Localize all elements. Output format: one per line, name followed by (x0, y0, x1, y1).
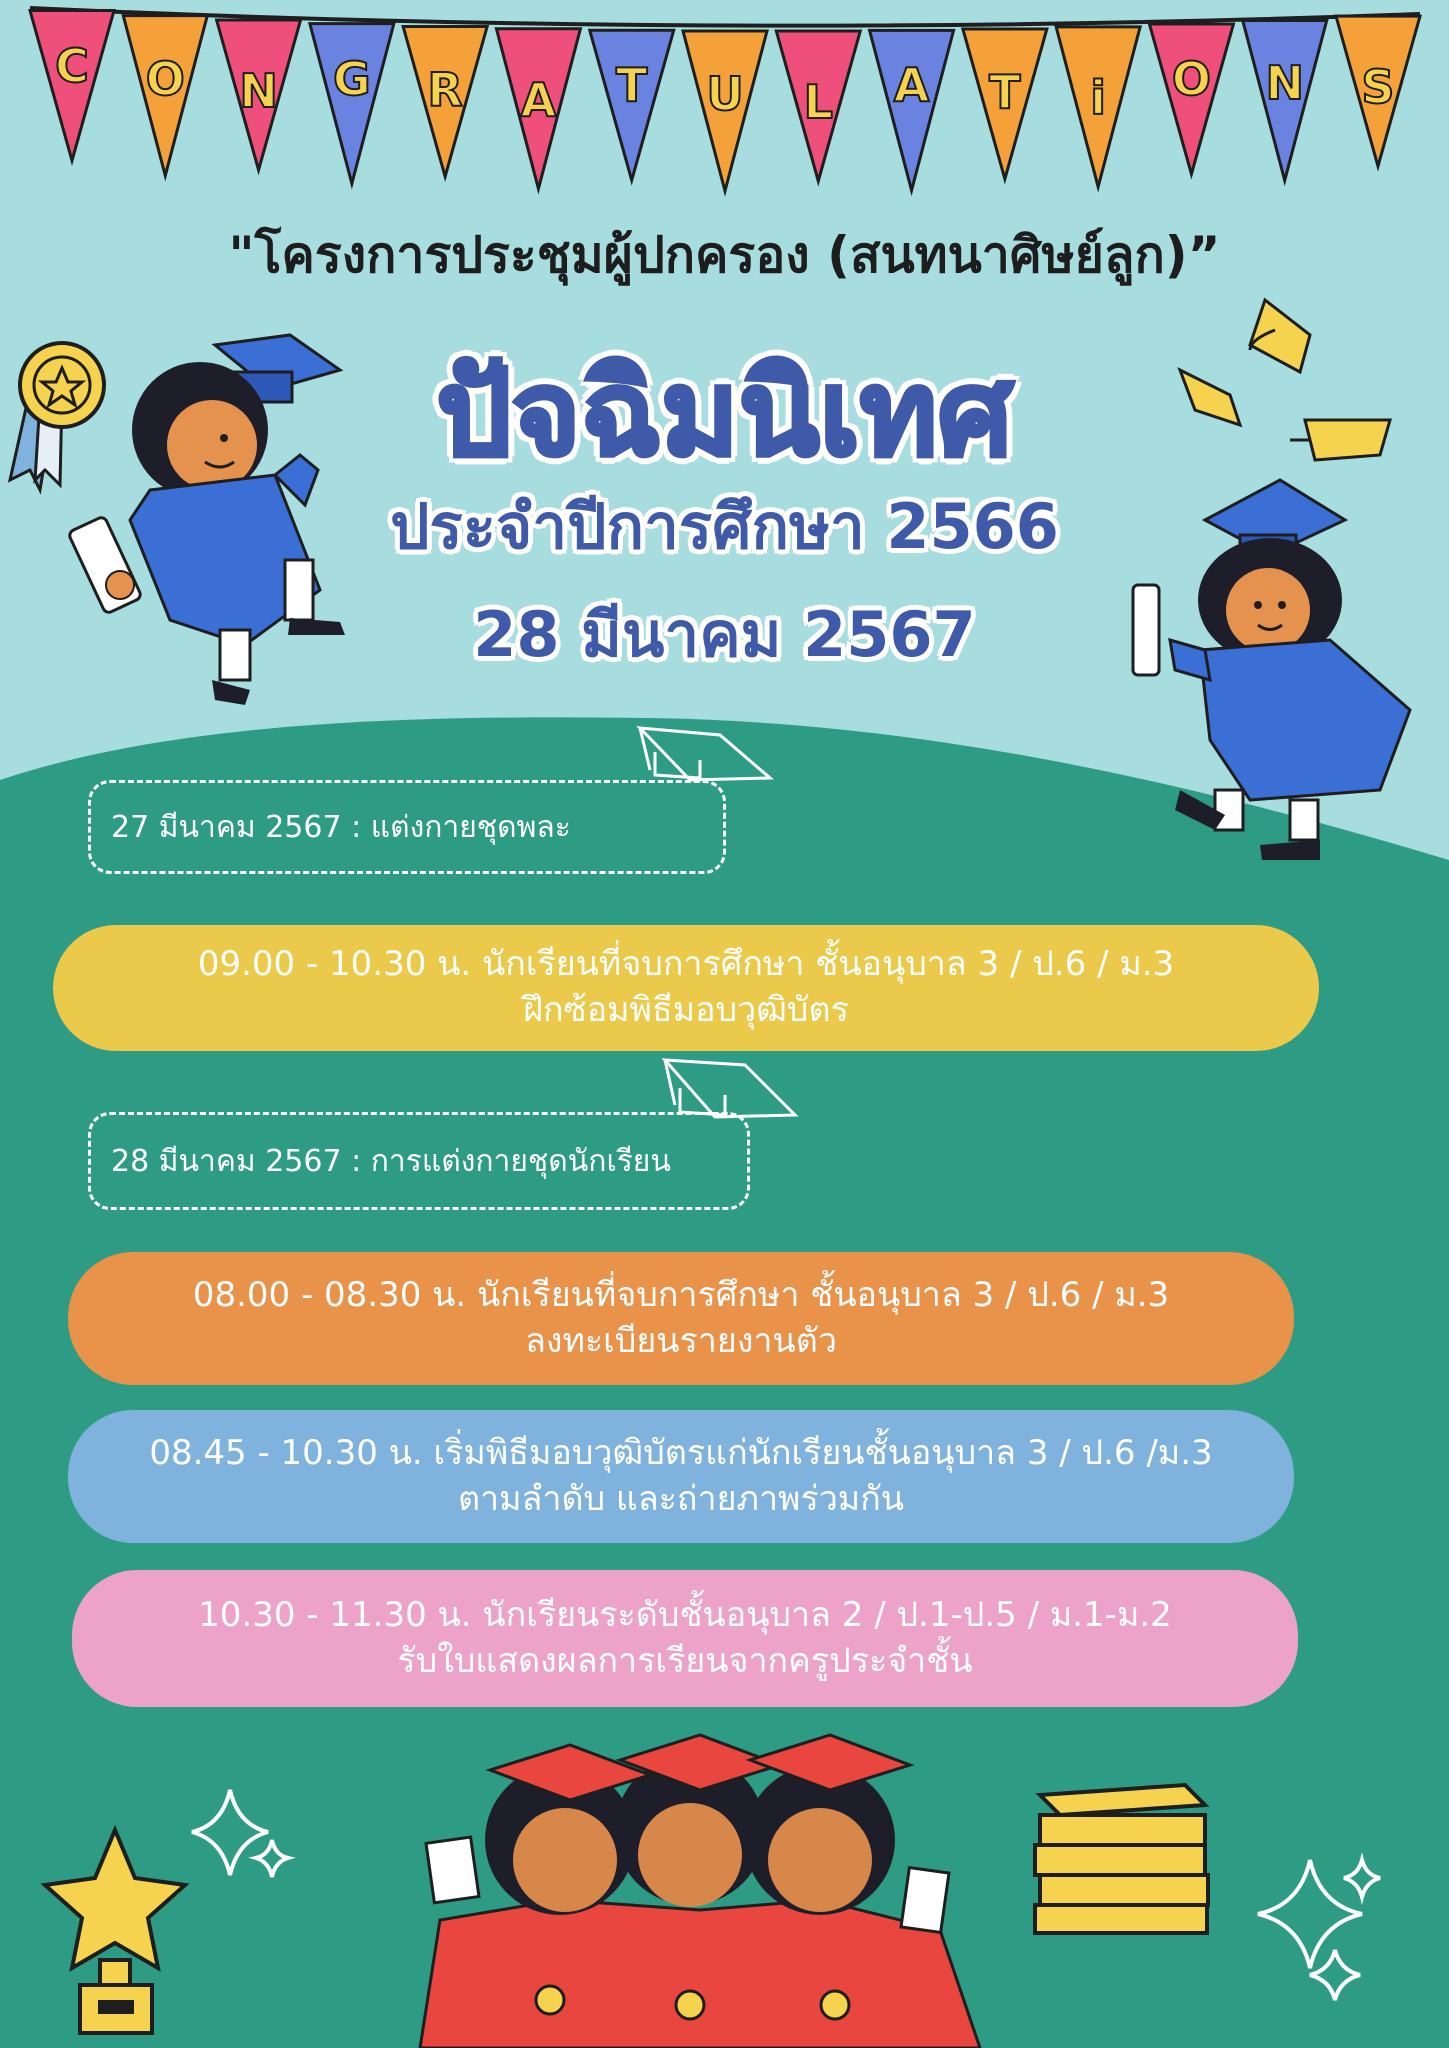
schedule-item-day2-1 (68, 1252, 1294, 1385)
schedule-detail-text: รับใบแสดงผลการเรียนจากครูประจำชั้น (397, 1640, 973, 1681)
event-date: 28 มีนาคม 2567 (473, 598, 976, 671)
banner-letter: A (520, 72, 557, 127)
banner-letter: T (989, 64, 1021, 119)
banner-letter: N (239, 63, 278, 118)
schedule-time-text: 08.45 - 10.30 น. เริ่มพิธีมอบวุฒิบัตรแก่นักเรียนชั้นอนุบาล 3 / ป.6 /ม.3 (149, 1432, 1213, 1473)
banner-letter: i (1090, 70, 1107, 125)
schedule-time-text: 08.00 - 08.30 น. นักเรียนที่จบการศึกษา ชั้นอนุบาล 3 / ป.6 / ม.3 (192, 1274, 1170, 1315)
schedule-detail-text: ตามลำดับ และถ่ายภาพร่วมกัน (457, 1478, 905, 1519)
schedule-item-day2-3 (72, 1570, 1298, 1707)
schedule-time-text: 10.30 - 11.30 น. นักเรียนระดับชั้นอนุบาล 2 / ป.1-ป.5 / ม.1-ม.2 (198, 1594, 1172, 1635)
schedule-item-day1-1 (53, 925, 1319, 1051)
banner-letter: T (616, 58, 648, 113)
banner-letter: R (427, 62, 463, 117)
schedule-item-day2-2 (68, 1410, 1294, 1543)
banner-letter: G (332, 51, 371, 106)
banner-letter: O (145, 51, 185, 106)
banner-letter: C (55, 38, 89, 93)
project-title: "โครงการประชุมผู้ปกครอง (สนทนาศิษย์ลูก)” (228, 226, 1221, 284)
academic-year: ประจำปีการศึกษา 2566 (390, 490, 1059, 563)
banner-letter: S (1361, 60, 1395, 115)
day1-label: 27 มีนาคม 2567 : แต่งกายชุดพละ (88, 780, 726, 874)
book-stack-icon (1035, 1785, 1208, 1933)
banner-letter: L (803, 75, 833, 130)
schedule-detail-text: ฝึกซ้อมพิธีมอบวุฒิบัตร (523, 990, 849, 1030)
schedule-detail-text: ลงทะเบียนรายงานตัว (525, 1320, 837, 1361)
main-title: ปัจฉิมนิเทศ (436, 344, 1013, 482)
banner-letter: N (1265, 56, 1304, 111)
banner-letter: A (893, 58, 930, 113)
banner-letter: U (706, 67, 744, 121)
schedule-time-text: 09.00 - 10.30 น. นักเรียนที่จบการศึกษา ชั้นอนุบาล 3 / ป.6 / ม.3 (197, 944, 1175, 985)
day2-label: 28 มีนาคม 2567 : การแต่งกายชุดนักเรียน (88, 1112, 750, 1210)
banner-letter: O (1171, 52, 1211, 106)
